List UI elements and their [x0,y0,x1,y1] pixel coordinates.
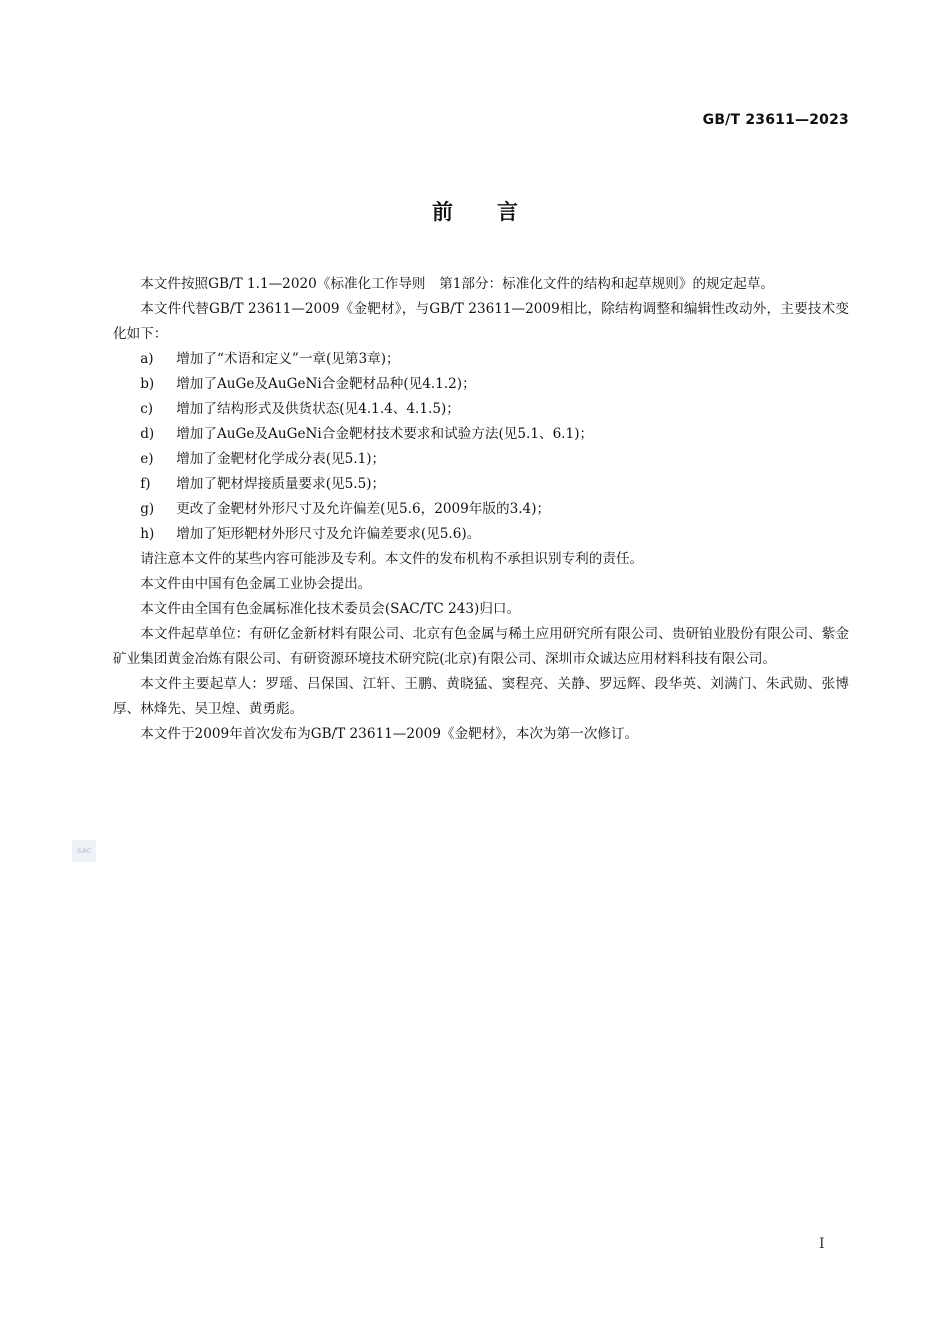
list-item-text: 增加了AuGe及AuGeNi合金靶材品种(见4.1.2)； [176,376,476,392]
list-item-text: 增加了矩形靶材外形尺寸及允许偏差要求(见5.6)。 [176,526,481,542]
list-item-label: b) [140,376,155,392]
list-item-label: g) [140,501,155,517]
list-item-label: f) [140,476,151,492]
paragraph-replacement: 本文件代替GB/T 23611—2009《金靶材》，与GB/T 23611—2009相比，除结构调整和编辑性改动外，主要技术变化如下： [113,301,849,342]
paragraph-drafting-units: 本文件起草单位：有研亿金新材料有限公司、北京有色金属与稀土应用研究所有限公司、贵研铂业股份有限公司、紫金矿业集团黄金冶炼有限公司、有研资源环境技术研究院(北京)有限公司、深圳市众诚达应用材料科技有限公司。 [113,626,849,667]
list-item [113,472,849,497]
paragraph-drafters: 本文件主要起草人：罗瑶、吕保国、江轩、王鹏、黄晓猛、窦程亮、关静、罗远辉、段华英、刘满门、朱武勋、张博厚、林烽先、吴卫煌、黄勇彪。 [113,676,849,717]
list-item-text: 更改了金靶材外形尺寸及允许偏差(见5.6，2009年版的3.4)； [176,501,551,517]
list-item-text: 增加了金靶材化学成分表(见5.1)； [176,451,386,467]
document-body [113,272,849,747]
list-item-label: e) [140,451,154,467]
paragraph-committee: 本文件由全国有色金属标准化技术委员会(SAC/TC 243)归口。 [140,601,521,617]
list-item [113,372,849,397]
list-item-text: 增加了AuGe及AuGeNi合金靶材技术要求和试验方法(见5.1、6.1)； [176,426,594,442]
list-item [113,422,849,447]
page-number: I [819,1236,825,1252]
paragraph-history: 本文件于2009年首次发布为GB/T 23611—2009《金靶材》，本次为第一次修订。 [140,726,639,742]
sac-watermark-logo: SAC [72,840,96,862]
standard-code: GB/T 23611—2023 [702,112,849,128]
list-item [113,447,849,472]
list-item-text: 增加了靶材焊接质量要求(见5.5)； [176,476,386,492]
paragraph-patent-notice: 请注意本文件的某些内容可能涉及专利。本文件的发布机构不承担识别专利的责任。 [140,551,644,567]
paragraph-proposer: 本文件由中国有色金属工业协会提出。 [140,576,372,592]
list-item-label: h) [140,526,155,542]
list-item [113,497,849,522]
list-item-text: 增加了“术语和定义”一章(见第3章)； [176,351,400,367]
list-item-label: c) [140,401,154,417]
list-item [113,522,849,547]
list-item-text: 增加了结构形式及供货状态(见4.1.4、4.1.5)； [176,401,460,417]
list-item-label: d) [140,426,155,442]
paragraph-drafting-rules: 本文件按照GB/T 1.1—2020《标准化工作导则 第1部分：标准化文件的结构和起草规则》的规定起草。 [140,276,775,292]
page-title: 前言 [432,200,562,224]
list-item-label: a) [140,351,154,367]
list-item [113,397,849,422]
list-item [113,347,849,372]
